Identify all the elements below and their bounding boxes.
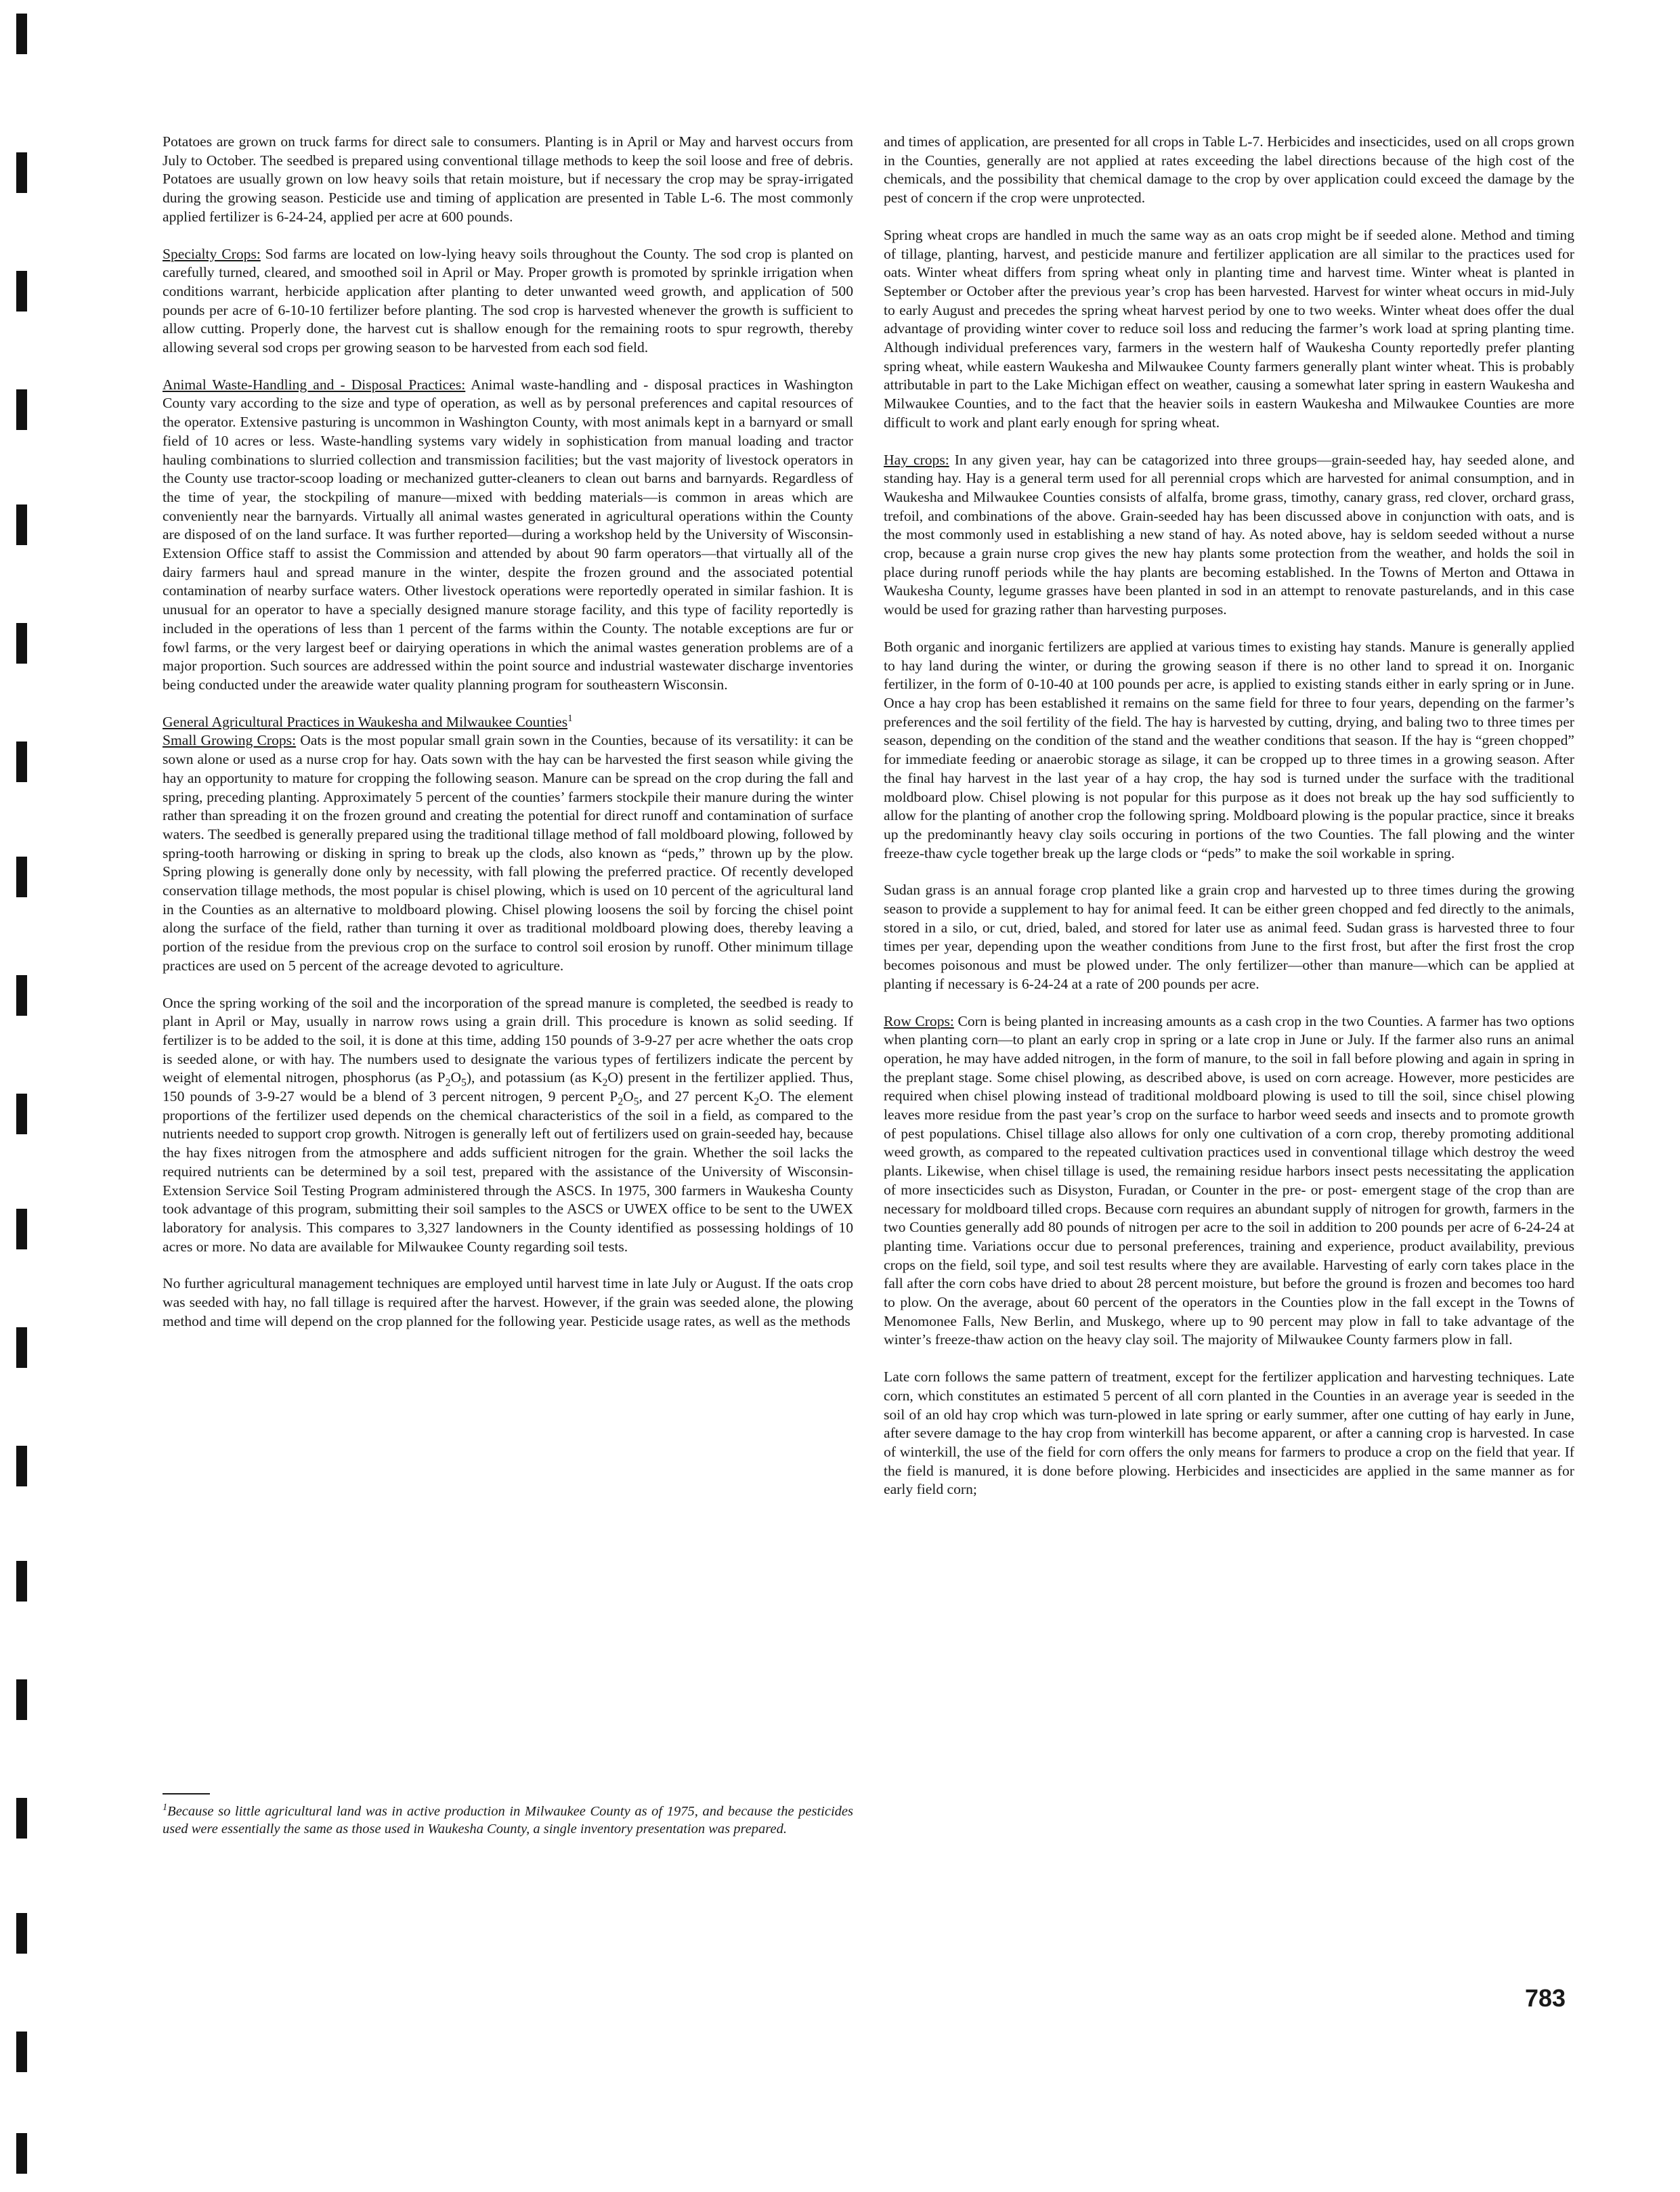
left-column (163, 133, 853, 1349)
subscript: 5 (461, 1077, 467, 1089)
binding-mark (16, 152, 27, 193)
oxygen-symbol: O (623, 1088, 634, 1105)
row-crops-paragraph (884, 1012, 1574, 1350)
binding-mark (16, 975, 27, 1016)
continuation-paragraph: and times of application, are presented for all crops in Table L-7. Herbicides and insecticides, used on all crops grown in the Counties, generally are not applied at rates exceeding the label directions because of the high cost of the chemicals, and the possibility that chemical damage to the crop by over application could exceed the damage by the pest of concern if the crop were unprotected. (884, 133, 1574, 207)
oxygen-symbol: O (450, 1069, 462, 1086)
small-growing-crops-paragraph (163, 731, 853, 975)
hay-crops-heading: Hay crops: (884, 451, 949, 468)
binding-mark (16, 857, 27, 897)
binding-mark (16, 271, 27, 311)
animal-waste-heading: Animal Waste-Handling and - Disposal Practices: (163, 376, 466, 393)
general-practices-heading-text: General Agricultural Practices in Waukesha and Milwaukee Counties (163, 713, 568, 730)
binding-mark (16, 389, 27, 430)
right-column (884, 133, 1574, 1518)
subscript: 2 (754, 1096, 760, 1108)
binding-mark (16, 1446, 27, 1486)
footnote (163, 1803, 853, 1838)
seedbed-text-b: ), and potassium (as K (466, 1069, 603, 1086)
animal-waste-text: Animal waste-handling and - disposal practices in Washington County vary according to the size and type of operation, as well as by personal preferences and capital resources of the operator. Extensive pasturing is uncommon in Washington County, with most animals kept in a barnyard or small field of 10 acres or less. Waste-handling systems vary widely in sophistication from manual loading and tractor hauling combinations to slurried collection and transmission facilities; but the vast majority of livestock operators in the County use tractor-scoop loading or mechanized gutter-cleaners to clean out barns and barnyards. Regardless of the time of year, the stockpiling of manure—mixed with bedding materials—is common in areas which are conveniently near the barnyards. Virtually all animal wastes generated in agricultural operations within the County are disposed of on the land surface. It was further reported—during a workshop held by the University of Wisconsin-Extension Office staff to assist the Commission and attended by about 90 farm operators—that virtually all of the dairy farmers haul and spread manure in the winter, despite the frozen ground and the associated potential contamination of nearby surface waters. Other livestock operations were reportedly operated in similar fashion. It is unusual for an operator to have a specially designed manure storage facility, and this type of facility reportedly is included in the operations of less than 1 percent of the farms within the County. The notable exceptions are fur or fowl farms, or the very largest beef or dairying operations in which the animal wastes generation problems are of a major proportion. Such sources are addressed within the point source and industrial wastewater discharge inventories being conducted under the areawide water quality planning program for southeastern Wisconsin. (163, 376, 853, 693)
footnote-text: Because so little agricultural land was in active production in Milwaukee County as of 1975, and because the pesticides used were essentially the same as those used in Waukesha County, a single inventory presentation was prepared. (163, 1804, 853, 1836)
row-crops-text: Corn is being planted in increasing amounts as a cash crop in the two Counties. A farmer has two options when planting corn—to plant an early crop in spring or a late crop in June or July. If the farmer also runs an animal operation, he may have added nitrogen, in the form of manure, to the soil in fall before plowing and again in spring in the preplant stage. Some chisel plowing, as described above, is used on corn acreage. However, more pesticides are required when chisel plowing instead of traditional moldboard plowing is used to till the soil, since chisel plowing leaves more residue from the past year’s crop on the surface to harbor weed seeds and insects and to promote growth of pest populations. Chisel tillage also allows for only one cultivation of a corn crop, thereby promoting additional weed growth, as compared to the repeated cultivation practices used in conventional tillage which destroy the weed plants. Likewise, when chisel tillage is used, the remaining residue harbors insect pests necessitating the application of more insecticides such as Disyston, Furadan, or Counter in the pre- or post- emergent stage of the crop than are necessary for moldboard tilled crops. Because corn requires an abundant supply of nitrogen for growth, farmers in the two Counties generally add 80 pounds of nitrogen per acre to the soil in addition to 200 pounds per acre of 6-24-24 at planting time. Variations occur due to personal preferences, training and experience, product availability, previous crops on the field, soil type, and soil test results where they are available. Harvesting of early corn takes place in the fall after the corn cobs have dried to about 28 percent moisture, but before the ground is frozen and becomes too hard to plow. On the average, about 60 percent of the operators in the Counties plow in the fall except in the Towns of Menomonee Falls, New Berlin, and Muskego, where up to 90 percent may plow in fall to take advantage of the winter’s freeze-thaw action on the heavy clay soil. The majority of Milwaukee County farmers plow in fall. (884, 1012, 1574, 1348)
seedbed-text-c: O) present in the fertilizer applied. Thus, 150 pounds of 3-9-27 would be a blend of 3 percent nitrogen, 9 percent P (163, 1069, 854, 1105)
small-growing-crops-heading: Small Growing Crops: (163, 732, 297, 749)
fertilizer-paragraph: Both organic and inorganic fertilizers are applied at various times to existing hay stands. Manure is generally applied to hay land during the winter, or during the growing season if there is no other land to spread it on. Inorganic fertilizer, in the form of 0-10-40 at 100 pounds per acre, is applied to existing stands either in early spring or in June. Once a hay crop has been established it remains on the same field for three to four years, depending on the farmer’s preferences and the soil fertility of the field. The hay is harvested by cutting, drying, and baling two to three times per season, depending on the condition of the stand and the weather conditions that season. If the hay is “green chopped” for immediate feeding or anaerobic storage as silage, it can be cropped up to three times in a growing season. After the final hay harvest in the last year of a hay crop, the hay sod is turned under the surface with the traditional moldboard plow. Chisel plowing is not popular for this purpose as it does not break up the hay sod sufficiently to allow for the planting of another crop the following spring. Moldboard plowing is the popular practice, since it breaks up the predominantly heavy clay soils occuring in portions of the two Counties. The fall plowing and the winter freeze-thaw cycle together break up the large clods or “peds” to make the soil workable in spring. (884, 638, 1574, 861)
subscript: 5 (633, 1096, 639, 1108)
footnote-marker: 1 (163, 1802, 168, 1813)
subscript: 2 (445, 1077, 451, 1089)
binding-mark (16, 2133, 27, 2174)
binding-mark (16, 1679, 27, 1720)
binding-mark (16, 14, 27, 54)
footnote-reference: 1 (567, 712, 573, 724)
harvest-paragraph: No further agricultural management techniques are employed until harvest time in late July or August. If the oats crop was seeded with hay, no fall tillage is required after the harvest. However, if the grain was seeded alone, the plowing method and time will depend on the crop planned for the following year. Pesticide usage rates, as well as the methods (163, 1275, 853, 1329)
binding-mark (16, 1094, 27, 1134)
specialty-crops-heading: Specialty Crops: (163, 245, 261, 262)
wheat-paragraph: Spring wheat crops are handled in much the same way as an oats crop might be if seeded alone. Method and timing of tillage, planting, harvest, and pesticide manure and fertilizer application are all similar to the practices used for oats. Winter wheat differs from spring wheat only in planting time and harvest time. Winter wheat is planted in September or October after the previous year’s crop has been harvested. Harvest for winter wheat occurs in mid-July to early August and precedes the spring wheat harvest period by one to two weeks. Winter wheat does offer the dual advantage of providing winter cover to reduce soil loss and reducing the farmer’s work load at spring planting time. Although individual preferences vary, farmers in the western half of Waukesha County reportedly prefer planting spring wheat, while eastern Waukesha and Milwaukee County farmers generally plant winter wheat. This is probably attributable in part to the Lake Michigan effect on weather, causing a somewhat later spring in eastern Waukesha and Milwaukee Counties, and to the fact that the heavier soils in eastern Waukesha and Milwaukee Counties are more difficult to work and plant early enough for spring wheat. (884, 226, 1574, 431)
hay-crops-text: In any given year, hay can be catagorized into three groups—grain-seeded hay, hay seeded alone, and standing hay. Hay is a general term used for all perennial crops which are harvested for animal consumption, and in Waukesha and Milwaukee Counties consists of alfalfa, brome grass, timothy, canary grass, red clover, orchard grass, trefoil, and combinations of the above. Grain-seeded hay has been discussed above in conjunction with oats, and is the most commonly used in establishing a new stand of hay. As noted above, hay is seldom seeded without a nurse crop, because a grain nurse crop gives the new hay plants some protection from the weather, and holds the soil in place during runoff periods while the hay plants are becoming established. In the Towns of Merton and Ottawa in Waukesha County, legume grasses have been planted in sod in an attempt to renovate pasturelands, and in this case would be used for grazing rather than harvesting purposes. (884, 451, 1574, 618)
binding-mark (16, 742, 27, 782)
binding-mark (16, 504, 27, 545)
binding-mark (16, 1798, 27, 1839)
binding-mark (16, 1561, 27, 1602)
subscript: 2 (602, 1077, 608, 1089)
small-growing-crops-text: Oats is the most popular small grain sown in the Counties, because of its versatility: it can be sown alone or used as a nurse crop for hay. Oats sown with the hay can be harvested the first season while giving the hay an opportunity to mature for cropping the following season. Manure can be spread on the crop during the fall and spring, preceding planting. Approximately 5 percent of the counties’ farmers stockpile their manure during the winter rather than spreading it on the frozen ground and creating the potential for direct runoff and contamination of surface waters. The seedbed is generally prepared using the traditional tillage method of fall moldboard plowing, followed by spring-tooth harrowing or disking in spring to break up the clods, also known as “peds,” thrown up by the plow. Spring plowing is generally done only by necessity, with fall plowing the preferred practice. Of recently developed conservation tillage methods, the most popular is chisel plowing, which is used on 10 percent of the agricultural land in the Counties as an alternative to moldboard plowing. Chisel plowing loosens the soil by forcing the chisel point along the surface of the field, rather than turning it over as traditional moldboard plowing does, thereby leaving a portion of the residue from the previous crop on the surface to control soil erosion by runoff. Other minimum tillage practices are used on 5 percent of the acreage devoted to agriculture. (163, 732, 853, 974)
hay-crops-paragraph (884, 451, 1574, 620)
binding-mark (16, 623, 27, 664)
potatoes-paragraph: Potatoes are grown on truck farms for direct sale to consumers. Planting is in April or May and harvest occurs from July to October. The seedbed is prepared using conventional tillage methods to keep the soil loose and free of debris. Potatoes are usually grown on low heavy soils that retain moisture, but if necessary the crop may be spray-irrigated during the growing season. Pesticide use and timing of application are presented in Table L-6. The most commonly applied fertilizer is 6-24-24, applied per acre at 600 pounds. (163, 133, 853, 225)
animal-waste-paragraph (163, 376, 853, 695)
page-number: 783 (1525, 1984, 1566, 2012)
row-crops-heading: Row Crops: (884, 1012, 954, 1029)
seedbed-text-d: , and 27 percent K (639, 1088, 754, 1105)
footnote-divider (163, 1793, 210, 1795)
general-practices-heading (163, 713, 853, 732)
subscript: 2 (618, 1096, 624, 1108)
seedbed-paragraph (163, 994, 853, 1257)
binding-mark (16, 1913, 27, 1954)
specialty-crops-paragraph (163, 245, 853, 358)
sudan-grass-paragraph: Sudan grass is an annual forage crop planted like a grain crop and harvested up to three times during the growing season to provide a supplement to hay for animal feed. It can be either green chopped and fed directly to the animals, stored in a silo, or cut, dried, baled, and stored for later use as animal feed. Sudan grass is harvested three to four times per year, depending upon the weather conditions from June to the first frost, but after the first frost the crop becomes poisonous and must be plowed under. The only fertilizer—other than manure—which can be applied at planting if necessary is 6-24-24 at a rate of 200 pounds per acre. (884, 882, 1574, 992)
specialty-crops-text: Sod farms are located on low-lying heavy soils throughout the County. The sod crop is planted on carefully turned, cleared, and smoothed soil in April or May. Proper growth is promoted by sprinkle irrigation when conditions warrant, herbicide application after planting to deter unwanted weed growth, and application of 500 pounds per acre of 6-10-10 fertilizer before planting. The sod crop is harvested whenever the growth is sufficient to allow cutting. Properly done, the harvest cut is shallow enough for the remaining roots to spur regrowth, thereby allowing several sod crops per growing season to be harvested from each sod field. (163, 245, 854, 356)
binding-mark (16, 2032, 27, 2072)
seedbed-text-e: O. The element proportions of the fertilizer used depends on the chemical characteristics of the soil in a field, as compared to the nutrients needed to support crop growth. Nitrogen is generally left out of fertilizers used on grain-seeded hay, because the hay fixes nitrogen from the atmosphere and adds sufficient nitrogen for the grain. Whether the soil lacks the required nutrients can be determined by a soil test, prepared with the assistance of the University of Wisconsin-Extension Service Soil Testing Program administered through the ASCS. In 1975, 300 farmers in Waukesha County took advantage of this program, submitting their soil samples to the ASCS or UWEX office to be sent to the UWEX laboratory for analysis. This compares to 3,327 landowners in the County identified as possessing holdings of 10 acres or more. No data are available for Milwaukee County regarding soil tests. (163, 1088, 853, 1255)
binding-hole-marks (0, 0, 41, 2192)
seedbed-text-a: Once the spring working of the soil and the incorporation of the spread manure is completed, the seedbed is ready to plant in April or May, usually in narrow rows using a grain drill. This procedure is known as solid seeding. If fertilizer is to be added to the soil, it is done at this time, adding 150 pounds of 3-9-27 per acre whether the oats crop is seeded alone, or with hay. The numbers used to designate the various types of fertilizers indicate the percent by weight of elemental nitrogen, phosphorus (as P (163, 994, 853, 1086)
binding-mark (16, 1209, 27, 1249)
late-corn-paragraph: Late corn follows the same pattern of treatment, except for the fertilizer application and harvesting techniques. Late corn, which constitutes an estimated 5 percent of all corn planted in the Counties in an average year is seeded in the soil of an old hay crop which was turn-plowed in late spring or early summer, after one cutting of hay early in June, after severe damage to the hay crop from winterkill has become apparent, or after a canning crop is harvested. In case of winterkill, the use of the field for corn offers the only means for farmers to produce a crop on the field that year. If the field is manured, it is done before plowing. Herbicides and insecticides are applied in the same manner as for early field corn; (884, 1369, 1574, 1498)
binding-mark (16, 1327, 27, 1368)
